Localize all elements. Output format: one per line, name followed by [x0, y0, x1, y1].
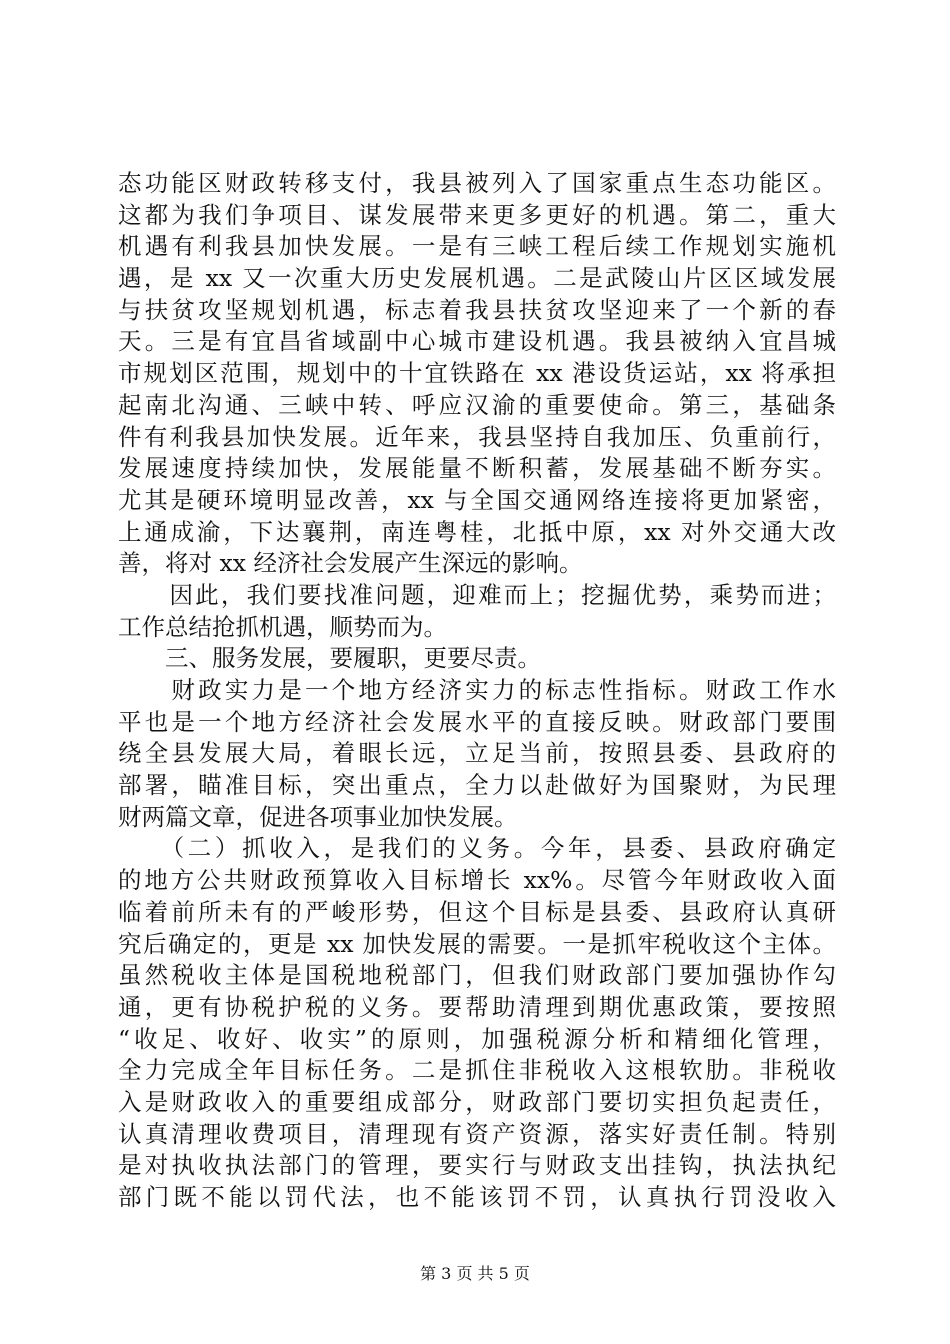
page-footer: 第 3 页 共 5 页 — [420, 1264, 530, 1283]
body-text-line: 与扶贫攻坚规划机遇，标志着我县扶贫攻坚迎来了一个新的春 — [118, 295, 836, 324]
body-text-line: 态功能区财政转移支付，我县被列入了国家重点生态功能区。 — [118, 169, 836, 197]
document-body — [118, 168, 836, 1214]
body-text-line: 上通成渝，下达襄荆，南连粤桂，北抵中原，xx 对外交通大改 — [118, 517, 836, 546]
body-text-line: 入是财政收入的重要组成部分，财政部门要切实担负起责任， — [118, 1087, 836, 1116]
body-text-line: 尤其是硬环境明显改善，xx 与全国交通网络连接将更加紧密， — [118, 485, 836, 514]
body-text-line: 全力完成全年目标任务。二是抓住非税收入这根软肋。非税收 — [118, 1056, 836, 1085]
body-text-line: 认真清理收费项目，清理现有资产资源，落实好责任制。特别 — [118, 1119, 836, 1148]
body-text-line: 发展速度持续加快，发展能量不断积蓄，发展基础不断夯实。 — [118, 454, 836, 483]
body-text-line: （二）抓收入，是我们的义务。今年，县委、县政府确定 — [118, 834, 836, 863]
body-text-line: 善，将对 xx 经济社会发展产生深远的影响。 — [118, 549, 583, 578]
body-text-line: 财两篇文章，促进各项事业加快发展。 — [118, 802, 518, 831]
body-text-line: 三、服务发展，要履职，更要尽责。 — [118, 644, 541, 673]
body-text-line: 部署，瞄准目标，突出重点，全力以赴做好为国聚财，为民理 — [118, 771, 836, 800]
body-text-line: 是对执收执法部门的管理，要实行与财政支出挂钩，执法执纪 — [118, 1151, 836, 1180]
body-text-line: 平也是一个地方经济社会发展水平的直接反映。财政部门要围 — [118, 707, 836, 736]
body-text-line: 遇，是 xx 又一次重大历史发展机遇。二是武陵山片区区域发展 — [118, 264, 836, 293]
body-text-line: 虽然税收主体是国税地税部门，但我们财政部门要加强协作勾 — [118, 961, 836, 990]
body-text-line: 财政实力是一个地方经济实力的标志性指标。财政工作水 — [118, 676, 836, 704]
body-text-line: 因此，我们要找准问题，迎难而上；挖掘优势，乘势而进； — [118, 580, 836, 609]
body-text-line: 部门既不能以罚代法，也不能该罚不罚，认真执行罚没收入 — [118, 1183, 836, 1211]
body-text-line: 通，更有协税护税的义务。要帮助清理到期优惠政策，要按照 — [118, 992, 836, 1021]
body-text-line: 工作总结抢抓机遇，顺势而为。 — [118, 612, 447, 641]
body-text-line: 的地方公共财政预算收入目标增长 xx%。尽管今年财政收入面 — [118, 866, 836, 895]
body-text-line: 这都为我们争项目、谋发展带来更多更好的机遇。第二，重大 — [118, 200, 836, 229]
body-text-line: 临着前所未有的严峻形势，但这个目标是县委、县政府认真研 — [118, 897, 836, 926]
body-text-line: 绕全县发展大局，着眼长远，立足当前，按照县委、县政府的 — [118, 739, 836, 768]
body-text-line: 件有利我县加快发展。近年来，我县坚持自我加压、负重前行， — [118, 422, 836, 451]
body-text-line: 机遇有利我县加快发展。一是有三峡工程后续工作规划实施机 — [118, 232, 836, 261]
body-text-line: “收足、收好、收实”的原则，加强税源分析和精细化管理， — [118, 1024, 836, 1053]
body-text-line: 天。三是有宜昌省域副中心城市建设机遇。我县被纳入宜昌城 — [118, 327, 836, 356]
body-text-line: 起南北沟通、三峡中转、呼应汉渝的重要使命。第三，基础条 — [118, 390, 836, 419]
body-text-line: 市规划区范围，规划中的十宜铁路在 xx 港设货运站，xx 将承担 — [118, 359, 836, 388]
body-text-line: 究后确定的，更是 xx 加快发展的需要。一是抓牢税收这个主体。 — [118, 929, 836, 958]
